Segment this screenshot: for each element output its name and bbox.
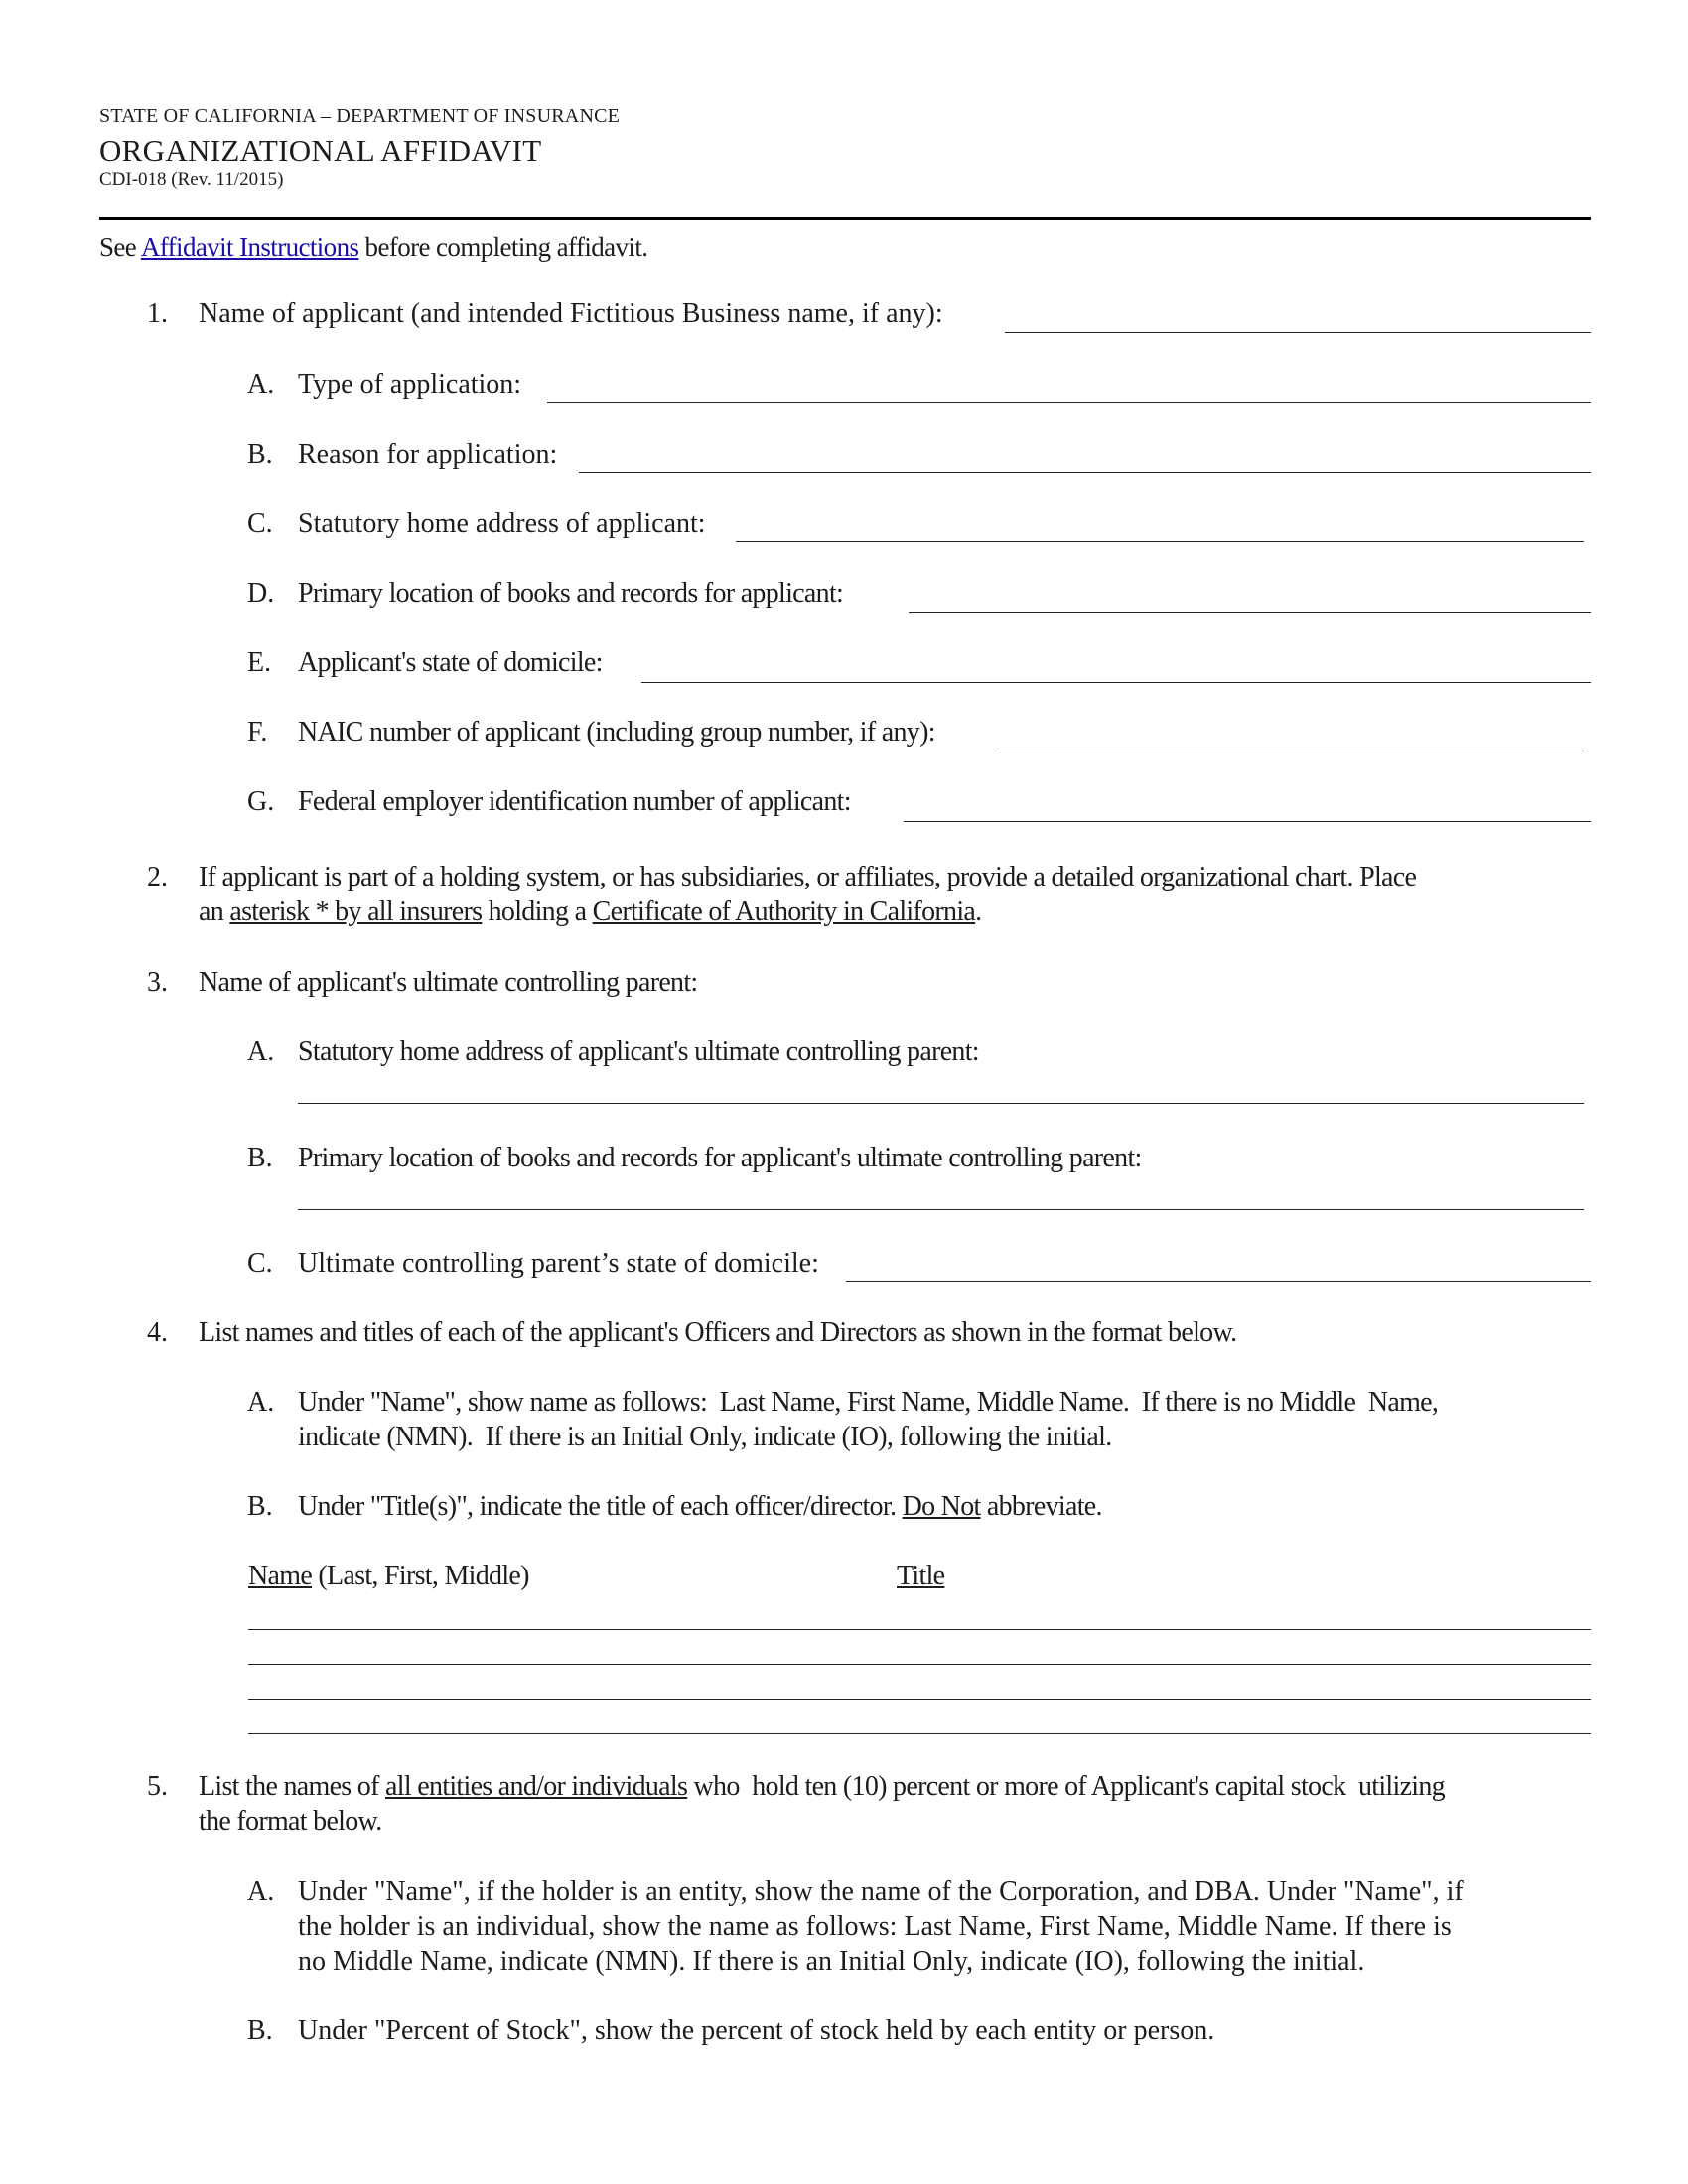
- q5-line2: the format below.: [199, 1806, 382, 1837]
- books-records-location-field[interactable]: [909, 612, 1591, 613]
- q3a-label: Statutory home address of applicant's ultimate controlling parent:: [298, 1036, 979, 1067]
- intro-prefix: See: [99, 232, 137, 262]
- q4-label: List names and titles of each of the applicant's Officers and Directors as shown in the format below.: [199, 1317, 1237, 1348]
- q1d-letter: D.: [247, 578, 275, 609]
- q1a-label: Type of application:: [298, 369, 522, 400]
- q5a-line2: the holder is an individual, show the name as follows: Last Name, First Name, Middle Name. If there is: [298, 1911, 1452, 1942]
- q2-asterisk-note: asterisk * by all insurers: [229, 896, 483, 927]
- q4a-line2: indicate (NMN). If there is an Initial Only, indicate (IO), following the initial.: [298, 1422, 1112, 1452]
- q4b-letter: B.: [247, 1491, 273, 1522]
- q5-line1: [199, 1771, 1445, 1803]
- q4b-text: Under "Title(s)", indicate the title of each officer/director.: [298, 1491, 897, 1522]
- parent-state-of-domicile-field[interactable]: [846, 1281, 1591, 1282]
- q4b-do-not: Do Not: [902, 1491, 981, 1522]
- applicant-name-field[interactable]: [1005, 332, 1591, 333]
- q5a-line3: no Middle Name, indicate (NMN). If there is an Initial Only, indicate (IO), following the initial.: [298, 1946, 1365, 1977]
- q1g-label: Federal employer identification number of applicant:: [298, 786, 851, 817]
- q4a-line1: Under "Name", show name as follows: Last Name, First Name, Middle Name. If there is no Middle Name,: [298, 1387, 1439, 1418]
- officer-row-line[interactable]: [248, 1699, 1591, 1700]
- q2-text-a: an: [199, 896, 224, 927]
- q2-number: 2.: [147, 862, 168, 892]
- q1d-label: Primary location of books and records for applicant:: [298, 578, 844, 609]
- q3b-label: Primary location of books and records for applicant's ultimate controlling parent:: [298, 1143, 1142, 1173]
- q1-label: Name of applicant (and intended Fictitious Business name, if any):: [199, 298, 943, 329]
- q2-text-b: holding a: [488, 896, 587, 927]
- q1f-letter: F.: [247, 717, 268, 748]
- q3-number: 3.: [147, 967, 168, 998]
- name-column-label: Name: [248, 1561, 313, 1591]
- q1c-letter: C.: [247, 508, 273, 539]
- q4b-line: [298, 1491, 1102, 1523]
- intro-suffix: before completing affidavit.: [364, 232, 648, 262]
- q5-text-a: List the names of: [199, 1771, 379, 1802]
- q1b-label: Reason for application:: [298, 439, 558, 470]
- affidavit-instructions-link[interactable]: Affidavit Instructions: [140, 232, 359, 262]
- parent-home-address-field[interactable]: [298, 1103, 1584, 1104]
- state-of-domicile-field[interactable]: [641, 682, 1591, 683]
- q5b-letter: B.: [247, 2015, 273, 2046]
- q3-label: Name of applicant's ultimate controlling parent:: [199, 967, 698, 998]
- fein-field[interactable]: [904, 821, 1591, 822]
- q1c-label: Statutory home address of applicant:: [298, 508, 706, 539]
- parent-books-records-field[interactable]: [298, 1209, 1584, 1210]
- q5b-text: Under "Percent of Stock", show the percent of stock held by each entity or person.: [298, 2015, 1215, 2046]
- q3b-letter: B.: [247, 1143, 273, 1173]
- q5a-letter: A.: [247, 1876, 275, 1907]
- header-divider: [99, 217, 1591, 220]
- q3a-letter: A.: [247, 1036, 275, 1067]
- q2-line2: [199, 896, 981, 928]
- q1-number: 1.: [147, 298, 168, 329]
- q4-number: 4.: [147, 1317, 168, 1348]
- officer-row-line[interactable]: [248, 1733, 1591, 1734]
- q3c-label: Ultimate controlling parent’s state of domicile:: [298, 1248, 819, 1279]
- statutory-home-address-field[interactable]: [736, 541, 1584, 542]
- reason-for-application-field[interactable]: [579, 472, 1591, 473]
- type-of-application-field[interactable]: [547, 402, 1591, 403]
- q4a-letter: A.: [247, 1387, 275, 1418]
- q2-text-c: .: [975, 896, 982, 927]
- q5-text-b: who hold ten (10) percent or more of Applicant's capital stock utilizing: [693, 1771, 1445, 1802]
- q2-certificate-note: Certificate of Authority in California: [592, 896, 976, 927]
- q1g-letter: G.: [247, 786, 275, 817]
- form-title: ORGANIZATIONAL AFFIDAVIT: [99, 133, 542, 168]
- form-number: CDI-018 (Rev. 11/2015): [99, 169, 284, 190]
- name-column-hint: (Last, First, Middle): [318, 1561, 529, 1591]
- q1f-label: NAIC number of applicant (including group number, if any):: [298, 717, 935, 748]
- q1b-letter: B.: [247, 439, 273, 470]
- intro-line: [99, 232, 647, 263]
- officer-row-line[interactable]: [248, 1664, 1591, 1665]
- q3c-letter: C.: [247, 1248, 273, 1279]
- name-column-header: [248, 1561, 529, 1592]
- title-column-header: Title: [897, 1561, 945, 1591]
- q2-line1: If applicant is part of a holding system, or has subsidiaries, or affiliates, provide a detailed organizational chart. Place: [199, 862, 1417, 892]
- officer-row-line[interactable]: [248, 1629, 1591, 1630]
- q4b-end: abbreviate.: [986, 1491, 1102, 1522]
- q5a-line1: Under "Name", if the holder is an entity, show the name of the Corporation, and DBA. Under "Name", if: [298, 1876, 1464, 1907]
- agency-name: STATE OF CALIFORNIA – DEPARTMENT OF INSURANCE: [99, 105, 621, 127]
- q1a-letter: A.: [247, 369, 275, 400]
- q5-number: 5.: [147, 1771, 168, 1802]
- q1e-letter: E.: [247, 647, 272, 678]
- q5-entities-note: all entities and/or individuals: [385, 1771, 688, 1802]
- q1e-label: Applicant's state of domicile:: [298, 647, 603, 678]
